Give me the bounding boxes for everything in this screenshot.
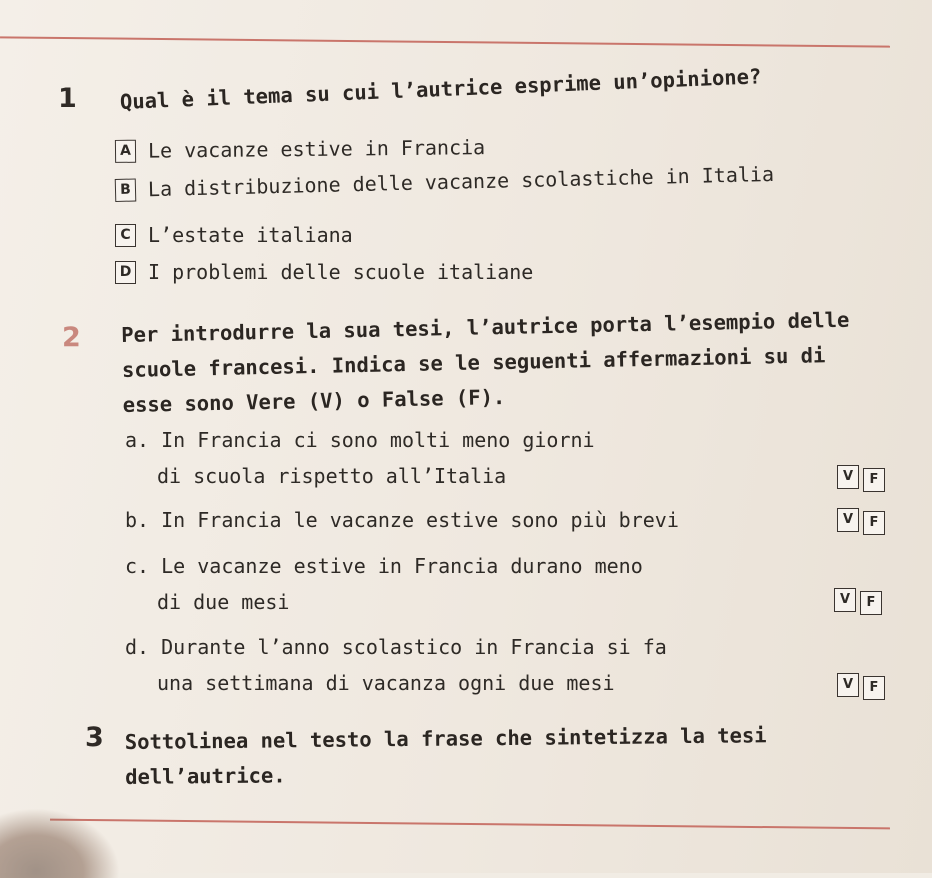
question-1-option-a[interactable] — [115, 135, 485, 163]
statement-d-line-1: d. Durante l’anno scolastico in Francia si fa — [125, 635, 667, 659]
statement-a-line-1: a. In Francia ci sono molti meno giorni — [125, 428, 595, 452]
question-2-text — [121, 303, 851, 423]
question-3-line-1: Sottolinea nel testo la frase che sintetizza la tesi — [124, 723, 767, 755]
option-text: Le vacanze estive in Francia — [147, 135, 486, 163]
question-1-option-d[interactable] — [115, 260, 533, 284]
statement-b-line-1: b. In Francia le vacanze estive sono più brevi — [125, 508, 679, 532]
top-rule — [0, 36, 890, 47]
question-2-line-2: scuole francesi. Indica se le seguenti affermazioni su di — [121, 343, 826, 382]
option-letter: A — [115, 139, 136, 162]
option-letter: D — [115, 261, 136, 284]
option-text: L’estate italiana — [148, 223, 353, 247]
statement-a — [125, 420, 595, 496]
statement-b-false-box[interactable]: F — [863, 511, 885, 535]
statement-c-false-box[interactable]: F — [860, 591, 882, 615]
statement-a-true-box[interactable]: V — [837, 465, 859, 489]
question-3-text — [125, 718, 767, 795]
question-2-line-1: Per introdurre la sua tesi, l’autrice porta l’esempio delle — [121, 307, 850, 348]
question-1-number: 1 — [58, 83, 77, 114]
statement-a-line-2: di scuola rispetto all’Italia — [157, 464, 507, 488]
statement-b-true-box[interactable]: V — [837, 508, 859, 532]
option-letter: B — [115, 178, 137, 202]
option-text: La distribuzione delle vacanze scolastiche in Italia — [147, 161, 775, 202]
bottom-rule — [50, 819, 890, 830]
finger-shadow — [0, 808, 120, 878]
question-1-text: Qual è il tema su cui l’autrice esprime un’opinione? — [119, 64, 762, 114]
question-3-line-2: dell’autrice. — [125, 763, 286, 789]
statement-c-line-2: di due mesi — [157, 590, 290, 614]
option-text: I problemi delle scuole italiane — [148, 260, 534, 284]
option-letter: C — [115, 224, 136, 247]
statement-d-line-2: una settimana di vacanza ogni due mesi — [157, 671, 615, 695]
statement-a-false-box[interactable]: F — [863, 468, 885, 492]
statement-d — [125, 627, 667, 703]
statement-d-true-box[interactable]: V — [837, 673, 859, 697]
statement-c-line-1: c. Le vacanze estive in Francia durano meno — [125, 554, 643, 578]
statement-c-true-box[interactable]: V — [834, 588, 856, 612]
statement-c — [125, 546, 643, 622]
statement-b — [125, 500, 679, 540]
question-1-option-c[interactable] — [115, 223, 353, 247]
question-2-line-3: esse sono Vere (V) o False (F). — [122, 384, 506, 417]
statement-d-false-box[interactable]: F — [863, 676, 885, 700]
question-3-number: 3 — [85, 722, 104, 753]
question-2-number: 2 — [62, 322, 81, 353]
